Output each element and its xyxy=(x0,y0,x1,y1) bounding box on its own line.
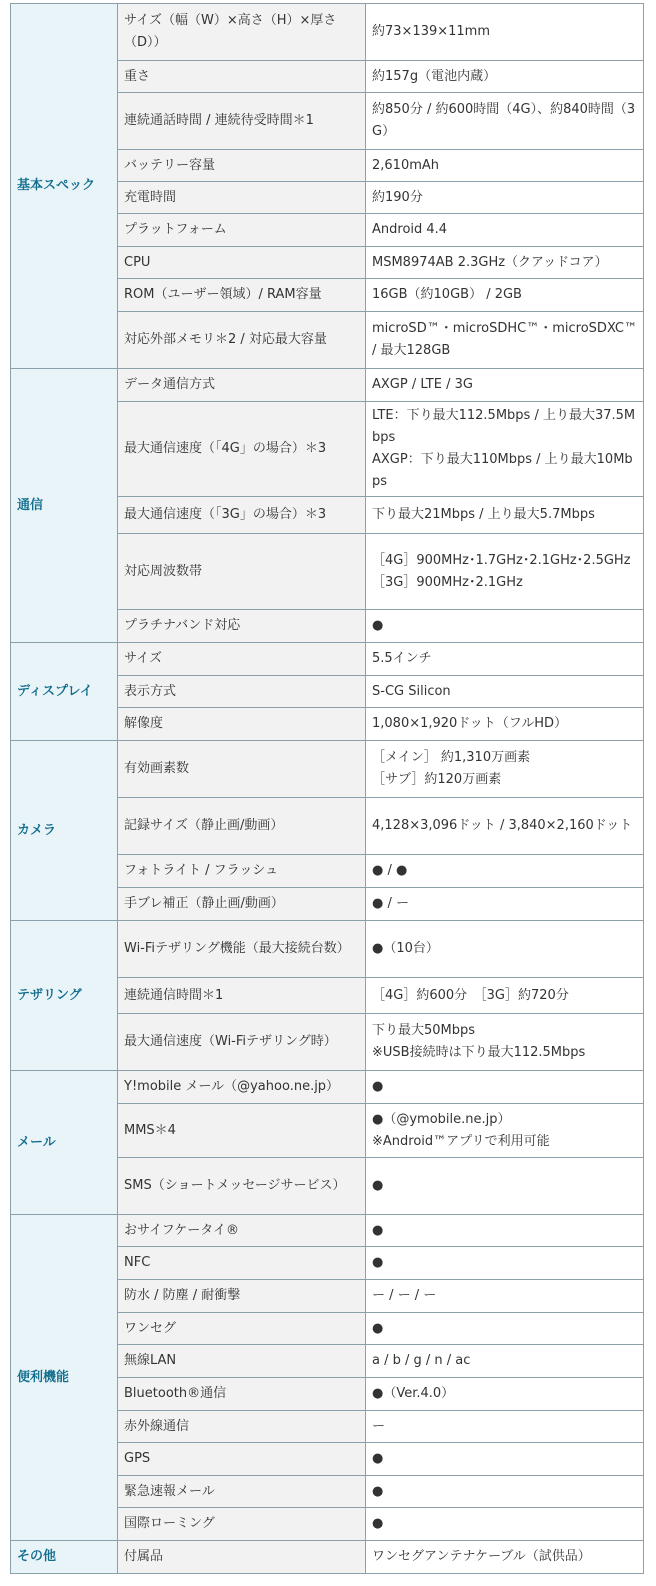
spec-label: 記録サイズ（静止画/動画） xyxy=(118,798,366,855)
table-row xyxy=(11,741,644,798)
spec-value: a / b / g / n / ac xyxy=(366,1345,644,1378)
table-row xyxy=(11,369,644,402)
spec-value: ワンセグアンテナケーブル（試供品） xyxy=(366,1541,644,1574)
spec-value: 4,128×3,096ドット / 3,840×2,160ドット xyxy=(366,798,644,855)
spec-label: 国際ローミング xyxy=(118,1508,366,1541)
spec-label: MMS＊4 xyxy=(118,1104,366,1158)
spec-value: microSD™・microSDHC™・microSDXC™ / 最大128GB xyxy=(366,312,644,369)
spec-value: 1,080×1,920ドット（フルHD） xyxy=(366,708,644,741)
spec-label: CPU xyxy=(118,247,366,279)
category-label: その他 xyxy=(11,1541,118,1574)
spec-label: おサイフケータイ® xyxy=(118,1215,366,1247)
spec-label: 有効画素数 xyxy=(118,741,366,798)
spec-label: Y!mobile メール（@yahoo.ne.jp） xyxy=(118,1071,366,1104)
spec-table xyxy=(10,3,644,1574)
table-row xyxy=(11,4,644,61)
spec-value: AXGP / LTE / 3G xyxy=(366,369,644,402)
spec-value: 約157g（電池内蔵） xyxy=(366,61,644,93)
spec-value xyxy=(366,741,644,798)
spec-value: ● xyxy=(366,1476,644,1508)
spec-label: 最大通信速度（「4G」の場合）＊3 xyxy=(118,402,366,497)
spec-label: 無線LAN xyxy=(118,1345,366,1378)
table-row xyxy=(11,1541,644,1574)
spec-label: 表示方式 xyxy=(118,676,366,708)
spec-value: ● xyxy=(366,610,644,643)
spec-value: 5.5インチ xyxy=(366,643,644,676)
table-row xyxy=(11,1071,644,1104)
spec-value: 約190分 xyxy=(366,182,644,214)
spec-value: 約850分 / 約600時間（4G）、約840時間（3G） xyxy=(366,93,644,150)
spec-label: ROM（ユーザー領域）/ RAM容量 xyxy=(118,279,366,312)
spec-value: ● / ● xyxy=(366,855,644,888)
category-label: 便利機能 xyxy=(11,1215,118,1541)
spec-value: ● / ー xyxy=(366,888,644,921)
spec-label: 手ブレ補正（静止画/動画） xyxy=(118,888,366,921)
spec-value: MSM8974AB 2.3GHz（クアッドコア） xyxy=(366,247,644,279)
spec-value: 下り最大21Mbps / 上り最大5.7Mbps xyxy=(366,497,644,534)
spec-value-line: LTE：下り最大112.5Mbps / 上り最大37.5Mbps xyxy=(372,408,636,445)
spec-value-line: 下り最大50Mbps xyxy=(372,1023,476,1038)
spec-value-line: ※USB接続時は下り最大112.5Mbps xyxy=(372,1045,586,1060)
spec-value: ● xyxy=(366,1313,644,1345)
spec-label: 緊急速報メール xyxy=(118,1476,366,1508)
spec-label: サイズ（幅（W）×高さ（H）×厚さ（D）） xyxy=(118,4,366,61)
spec-value-line: AXGP：下り最大110Mbps / 上り最大10Mbps xyxy=(372,452,633,489)
spec-label: 防水 / 防塵 / 耐衝撃 xyxy=(118,1280,366,1313)
spec-label: NFC xyxy=(118,1247,366,1280)
table-row xyxy=(11,643,644,676)
spec-value: 2,610mAh xyxy=(366,150,644,182)
spec-label: 最大通信速度（「3G」の場合）＊3 xyxy=(118,497,366,534)
spec-label: プラットフォーム xyxy=(118,214,366,247)
spec-table-container xyxy=(10,3,656,1574)
spec-value-line: ［3G］900MHz･2.1GHz xyxy=(372,574,523,590)
spec-value xyxy=(366,1014,644,1071)
spec-label: 対応周波数帯 xyxy=(118,534,366,610)
spec-label: SMS（ショートメッセージサービス） xyxy=(118,1158,366,1215)
spec-value-line: ［メイン］ 約1,310万画素 xyxy=(372,750,531,765)
spec-value-line: ※Android™アプリで利用可能 xyxy=(372,1133,550,1149)
spec-value-line: ［サブ］約120万画素 xyxy=(372,772,502,787)
spec-value xyxy=(366,534,644,610)
spec-label: プラチナバンド対応 xyxy=(118,610,366,643)
category-label: メール xyxy=(11,1071,118,1215)
spec-label: フォトライト / フラッシュ xyxy=(118,855,366,888)
category-label: 通信 xyxy=(11,369,118,643)
spec-value: ● xyxy=(366,1215,644,1247)
spec-value: ー / ー / ー xyxy=(366,1280,644,1313)
spec-label: バッテリー容量 xyxy=(118,150,366,182)
spec-label: GPS xyxy=(118,1443,366,1476)
spec-label: 付属品 xyxy=(118,1541,366,1574)
spec-value xyxy=(366,1104,644,1158)
category-label: 基本スペック xyxy=(11,4,118,369)
spec-value: 約73×139×11mm xyxy=(366,4,644,61)
spec-label: 対応外部メモリ＊2 / 対応最大容量 xyxy=(118,312,366,369)
spec-value: ● xyxy=(366,1443,644,1476)
spec-label: サイズ xyxy=(118,643,366,676)
spec-value: ● xyxy=(366,1071,644,1104)
spec-value: ● xyxy=(366,1158,644,1215)
spec-value: ● xyxy=(366,1508,644,1541)
spec-value: ●（Ver.4.0） xyxy=(366,1378,644,1411)
spec-value: Android 4.4 xyxy=(366,214,644,247)
spec-label: Wi-Fiテザリング機能（最大接続台数） xyxy=(118,921,366,978)
table-row xyxy=(11,1215,644,1247)
spec-label: データ通信方式 xyxy=(118,369,366,402)
spec-value: ー xyxy=(366,1411,644,1443)
spec-label: 充電時間 xyxy=(118,182,366,214)
spec-value: ● xyxy=(366,1247,644,1280)
spec-label: 最大通信速度（Wi-Fiテザリング時） xyxy=(118,1014,366,1071)
spec-label: 赤外線通信 xyxy=(118,1411,366,1443)
spec-label: 重さ xyxy=(118,61,366,93)
spec-value-line: ●（@ymobile.ne.jp） xyxy=(372,1111,511,1127)
spec-label: Bluetooth®通信 xyxy=(118,1378,366,1411)
spec-value: ●（10台） xyxy=(366,921,644,978)
spec-label: 連続通話時間 / 連続待受時間＊1 xyxy=(118,93,366,150)
spec-label: 連続通信時間＊1 xyxy=(118,978,366,1014)
category-label: カメラ xyxy=(11,741,118,921)
spec-value: S-CG Silicon xyxy=(366,676,644,708)
spec-label: 解像度 xyxy=(118,708,366,741)
spec-value: ［4G］約600分 ［3G］約720分 xyxy=(366,978,644,1014)
table-row xyxy=(11,921,644,978)
spec-value-line: ［4G］900MHz･1.7GHz･2.1GHz･2.5GHz xyxy=(372,552,631,568)
category-label: ディスプレイ xyxy=(11,643,118,741)
category-label: テザリング xyxy=(11,921,118,1071)
spec-label: ワンセグ xyxy=(118,1313,366,1345)
spec-value xyxy=(366,402,644,497)
spec-value: 16GB（約10GB） / 2GB xyxy=(366,279,644,312)
